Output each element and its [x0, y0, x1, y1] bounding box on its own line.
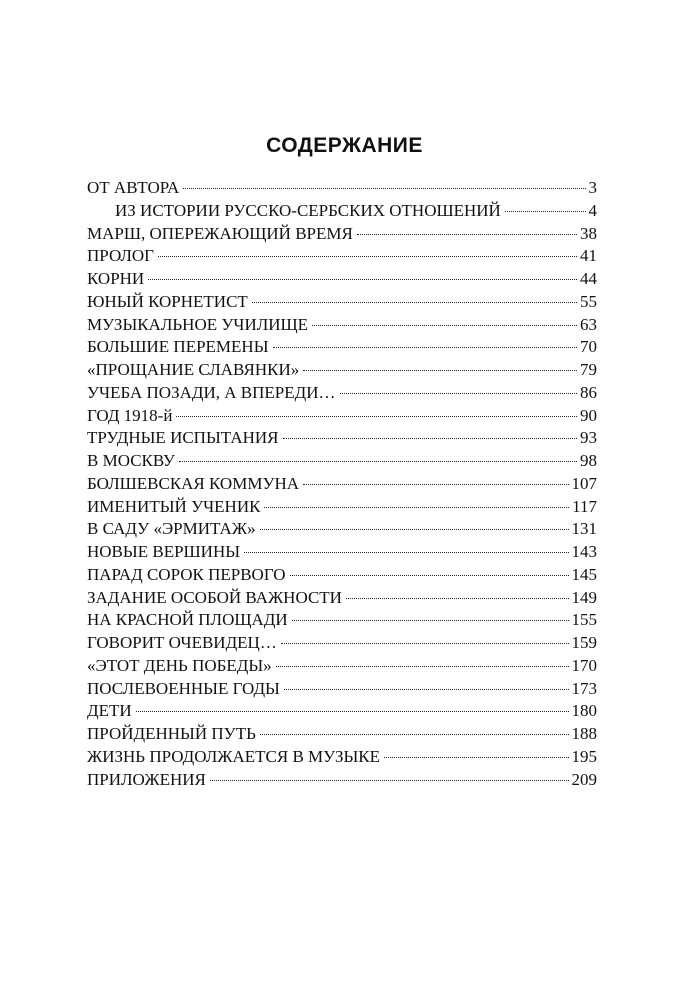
- toc-entry-page: 145: [571, 564, 597, 584]
- toc-entry[interactable]: [87, 587, 597, 610]
- dot-leader: [340, 393, 578, 394]
- toc-entry-title: ПРИЛОЖЕНИЯ: [87, 769, 206, 789]
- toc-entry-title: ПРОЙДЕННЫЙ ПУТЬ: [87, 724, 256, 743]
- toc-entry[interactable]: [87, 769, 597, 792]
- toc-entry-title: В МОСКВУ: [87, 451, 175, 470]
- dot-leader: [505, 211, 586, 212]
- dot-leader: [284, 689, 569, 690]
- dot-leader: [264, 507, 569, 508]
- toc-entry[interactable]: [87, 518, 597, 541]
- toc-entry-page: 107: [571, 473, 597, 493]
- toc-entry-page: 4: [588, 200, 597, 220]
- toc-entry-page: 170: [571, 655, 597, 675]
- toc-entry-page: 90: [580, 405, 597, 425]
- toc-entry-page: 55: [580, 291, 597, 311]
- dot-leader: [260, 734, 569, 735]
- toc-entry-page: 93: [580, 428, 597, 448]
- toc-entry[interactable]: [87, 564, 597, 587]
- dot-leader: [281, 643, 569, 644]
- toc-entry-page: 117: [572, 496, 597, 516]
- toc-entry-title: НОВЫЕ ВЕРШИНЫ: [87, 542, 241, 561]
- toc-entry[interactable]: [87, 382, 597, 405]
- table-of-contents: [87, 177, 597, 791]
- dot-leader: [252, 302, 577, 303]
- toc-entry-title: МУЗЫКАЛЬНОЕ УЧИЛИЩЕ: [87, 314, 309, 334]
- toc-entry-page: 44: [580, 269, 597, 288]
- toc-entry-title: В САДУ «ЭРМИТАЖ»: [87, 519, 256, 539]
- dot-leader: [276, 666, 569, 667]
- toc-entry-page: 188: [571, 724, 597, 743]
- toc-entry-page: 159: [571, 633, 597, 652]
- toc-entry-title: ИМЕНИТЫЙ УЧЕНИК: [87, 496, 261, 516]
- dot-leader: [260, 529, 569, 530]
- toc-entry-page: 149: [571, 587, 597, 607]
- toc-entry-title: ОТ АВТОРА: [87, 178, 180, 197]
- toc-entry[interactable]: [87, 473, 597, 496]
- toc-entry[interactable]: [87, 200, 597, 223]
- toc-entry[interactable]: [87, 723, 597, 746]
- dot-leader: [357, 234, 577, 235]
- dot-leader: [179, 461, 577, 462]
- dot-leader: [158, 256, 577, 257]
- toc-entry[interactable]: [87, 632, 597, 655]
- toc-entry-title: ПОСЛЕВОЕННЫЕ ГОДЫ: [87, 678, 280, 698]
- toc-entry-title: «ЭТОТ ДЕНЬ ПОБЕДЫ»: [87, 655, 272, 675]
- dot-leader: [148, 279, 577, 280]
- toc-entry-page: 38: [580, 223, 597, 243]
- dot-leader: [346, 598, 569, 599]
- toc-entry-title: ПАРАД СОРОК ПЕРВОГО: [87, 564, 286, 584]
- toc-entry-page: 70: [580, 337, 597, 357]
- dot-leader: [283, 438, 578, 439]
- toc-entry-page: 143: [571, 542, 597, 561]
- toc-entry[interactable]: [87, 268, 597, 291]
- dot-leader: [303, 370, 577, 371]
- dot-leader: [273, 347, 577, 348]
- toc-entry-title: ТРУДНЫЕ ИСПЫТАНИЯ: [87, 428, 279, 448]
- dot-leader: [292, 620, 569, 621]
- toc-entry[interactable]: [87, 314, 597, 337]
- toc-entry-page: 155: [571, 610, 597, 630]
- toc-entry-title: ИЗ ИСТОРИИ РУССКО-СЕРБСКИХ ОТНОШЕНИЙ: [115, 200, 501, 220]
- toc-entry[interactable]: [87, 496, 597, 519]
- toc-entry[interactable]: [87, 678, 597, 701]
- toc-entry-page: 209: [571, 769, 597, 789]
- toc-entry-page: 180: [571, 701, 597, 721]
- toc-entry[interactable]: [87, 427, 597, 450]
- toc-entry-title: БОЛШЕВСКАЯ КОММУНА: [87, 473, 300, 493]
- toc-entry[interactable]: [87, 746, 597, 769]
- toc-entry-page: 63: [580, 314, 597, 334]
- dot-leader: [384, 757, 568, 758]
- toc-entry-title: ЗАДАНИЕ ОСОБОЙ ВАЖНОСТИ: [87, 587, 342, 607]
- toc-entry-page: 173: [571, 678, 597, 698]
- dot-leader: [312, 325, 577, 326]
- dot-leader: [136, 711, 569, 712]
- toc-entry-title: ДЕТИ: [87, 701, 132, 721]
- toc-entry-title: «ПРОЩАНИЕ СЛАВЯНКИ»: [87, 360, 300, 379]
- toc-entry[interactable]: [87, 359, 597, 382]
- toc-entry[interactable]: [87, 223, 597, 246]
- toc-entry[interactable]: [87, 609, 597, 632]
- toc-entry[interactable]: [87, 336, 597, 359]
- toc-entry-page: 41: [580, 246, 597, 266]
- toc-entry-title: МАРШ, ОПЕРЕЖАЮЩИЙ ВРЕМЯ: [87, 223, 353, 243]
- dot-leader: [290, 575, 569, 576]
- toc-entry-page: 79: [580, 360, 597, 379]
- dot-leader: [303, 484, 568, 485]
- toc-entry-title: НА КРАСНОЙ ПЛОЩАДИ: [87, 610, 288, 630]
- toc-entry[interactable]: [87, 291, 597, 314]
- dot-leader: [183, 188, 585, 189]
- toc-entry-title: БОЛЬШИЕ ПЕРЕМЕНЫ: [87, 337, 269, 357]
- toc-entry[interactable]: [87, 541, 597, 564]
- toc-entry-page: 3: [588, 178, 597, 197]
- toc-entry-title: КОРНИ: [87, 269, 145, 288]
- dot-leader: [210, 780, 569, 781]
- toc-entry-title: ГОД 1918-й: [87, 405, 173, 425]
- toc-entry[interactable]: [87, 655, 597, 678]
- toc-entry-page: 131: [571, 519, 597, 539]
- toc-entry-title: ЖИЗНЬ ПРОДОЛЖАЕТСЯ В МУЗЫКЕ: [87, 746, 381, 766]
- dot-leader: [244, 552, 568, 553]
- toc-entry[interactable]: [87, 700, 597, 723]
- toc-entry-title: ПРОЛОГ: [87, 246, 155, 266]
- toc-entry[interactable]: [87, 450, 597, 473]
- dot-leader: [176, 416, 577, 417]
- toc-entry-title: ГОВОРИТ ОЧЕВИДЕЦ…: [87, 633, 277, 652]
- toc-entry-page: 98: [580, 451, 597, 470]
- toc-entry-page: 195: [571, 746, 597, 766]
- toc-entry-title: УЧЕБА ПОЗАДИ, А ВПЕРЕДИ…: [87, 382, 336, 402]
- page-title: СОДЕРЖАНИЕ: [266, 134, 423, 157]
- toc-entry-title: ЮНЫЙ КОРНЕТИСТ: [87, 291, 248, 311]
- toc-entry[interactable]: [87, 177, 597, 200]
- toc-entry[interactable]: [87, 245, 597, 268]
- toc-entry[interactable]: [87, 405, 597, 428]
- toc-entry-page: 86: [580, 382, 597, 402]
